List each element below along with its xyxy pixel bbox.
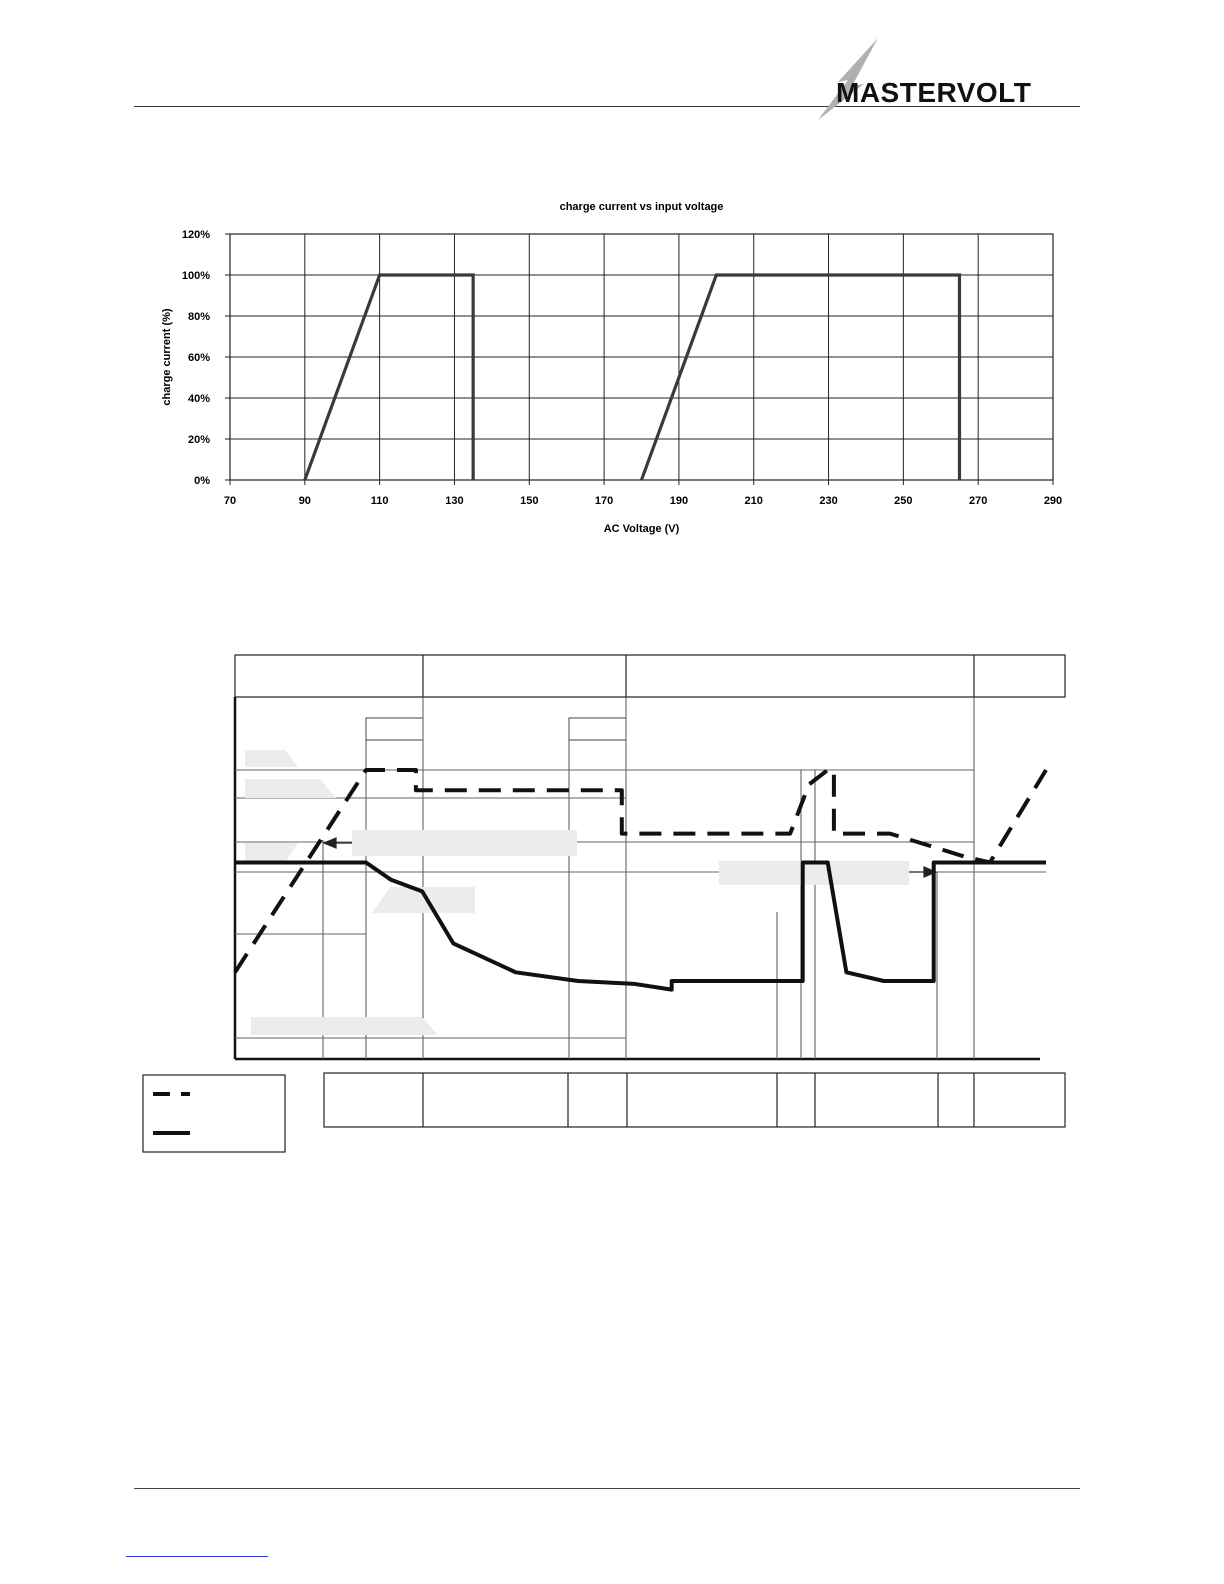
y-tick-label: 40% xyxy=(187,393,210,405)
y-tick-label: 80% xyxy=(187,311,210,323)
timer-box xyxy=(569,718,626,740)
annotation-arrows xyxy=(324,838,936,877)
phase-header-box xyxy=(235,655,1065,697)
x-tick-label: 270 xyxy=(969,495,988,507)
y-tick-label: 0% xyxy=(194,475,210,487)
chart-title: charge current vs input voltage xyxy=(559,201,724,213)
y-tick-label: 20% xyxy=(187,434,210,446)
x-tick-label: 90 xyxy=(298,495,311,507)
series-line-1 xyxy=(305,275,473,480)
label-placeholders xyxy=(245,750,909,1035)
x-tick-label: 150 xyxy=(520,495,539,507)
chart2-series-group xyxy=(235,770,1046,990)
phase-footer-dividers xyxy=(423,1073,974,1127)
reference-lines xyxy=(235,770,1046,1038)
mastervolt-logo xyxy=(812,34,1074,124)
timer-box xyxy=(366,718,423,740)
phase-footer-box xyxy=(324,1073,1065,1127)
legend-box xyxy=(143,1075,285,1152)
x-tick-label: 70 xyxy=(223,495,237,507)
series-line-2 xyxy=(642,275,960,480)
x-tick-label: 110 xyxy=(370,495,389,507)
y-tick-label: 100% xyxy=(181,270,210,282)
dashed-series-line xyxy=(235,770,1046,972)
chart-charge-current-vs-input-voltage xyxy=(150,188,1070,558)
y-axis-label: charge current (%) xyxy=(161,308,173,406)
x-tick-label: 130 xyxy=(445,495,464,507)
x-axis-label: AC Voltage (V) xyxy=(603,523,680,535)
x-tick-label: 210 xyxy=(744,495,763,507)
y-tick-label: 120% xyxy=(181,229,210,241)
y-tick-label: 60% xyxy=(187,352,210,364)
x-tick-label: 230 xyxy=(819,495,838,507)
x-tick-label: 190 xyxy=(669,495,689,507)
x-tick-label: 170 xyxy=(594,495,614,507)
x-tick-label: 250 xyxy=(894,495,913,507)
solid-series-line xyxy=(235,863,1046,990)
footer-rule xyxy=(134,1488,1080,1489)
footer-link-underline xyxy=(126,1556,268,1557)
x-tick-label: 290 xyxy=(1043,495,1063,507)
phase-lines xyxy=(323,697,974,1059)
brand-name: MASTERVOLT xyxy=(836,77,1032,108)
